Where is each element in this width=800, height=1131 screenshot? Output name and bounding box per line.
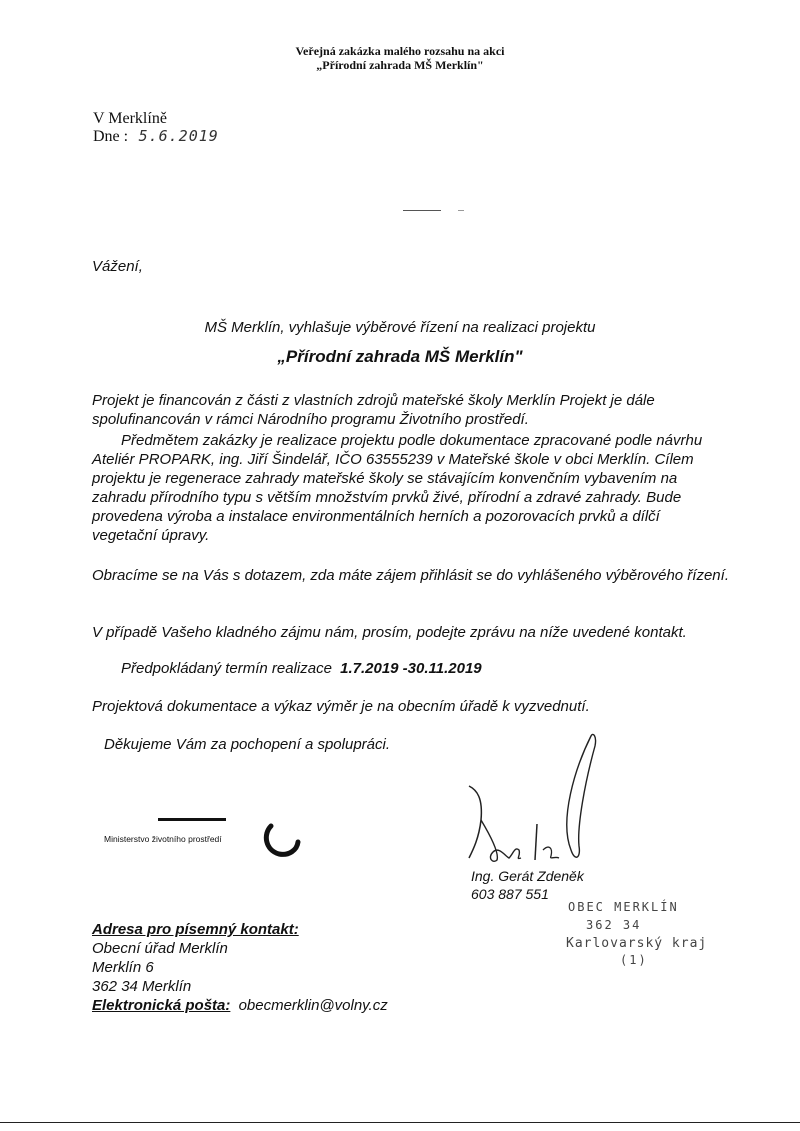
term-value: 1.7.2019 -30.11.2019 (340, 660, 482, 677)
inquiry: Obracíme se na Vás s dotazem, zda máte zájem přihlásit se do vyhlášeného výběrového řízení. (92, 567, 729, 584)
header-line-1: Veřejná zakázka malého rozsahu na akci (295, 44, 505, 58)
date-row (93, 127, 219, 146)
ministry-name: Ministerstvo životního prostředí (104, 834, 222, 844)
paragraph-line: provedena výroba a instalace environmentálních herních a pozorovacích prvků a dílčí (92, 508, 660, 525)
term-row (121, 659, 482, 679)
paragraph-line: projektu je regenerace zahrady mateřské školy se stávajícím konvenčním vybavením na (92, 470, 678, 487)
contact-line: Obecní úřad Merklín (92, 940, 228, 957)
paragraph-line: vegetační úpravy. (92, 527, 210, 544)
scan-mark (458, 210, 464, 211)
contact-line: Merklín 6 (92, 959, 154, 976)
term-label: Předpokládaný termín realizace (121, 660, 332, 677)
email-label: Elektronická pošta: (92, 997, 231, 1014)
paragraph-line: Předmětem zakázky je realizace projektu podle dokumentace zpracované podle návrhu (121, 432, 703, 449)
greeting: Vážení, (92, 258, 143, 275)
contact-heading: Adresa pro písemný kontakt: (92, 921, 299, 938)
date-label: Dne : (93, 128, 129, 145)
paragraph-line: Projekt je financován z části z vlastních zdrojů mateřské školy Merklín Projekt je dále (92, 392, 655, 409)
scan-mark (403, 210, 441, 211)
ministry-logo-bar (158, 818, 226, 821)
announcement: MŠ Merklín, vyhlašuje výběrové řízení na realizaci projektu (204, 319, 596, 336)
official-stamp (560, 900, 710, 967)
signature-icon (455, 728, 620, 878)
date-handwritten: 5.6.2019 (138, 127, 219, 145)
paragraph-line: spolufinancován v rámci Národního programu Životního prostředí. (92, 411, 529, 428)
paragraph-line: zahradu přírodního typu s větším množstvím prvků živé, přírodní a zdravé zahrady. Bude (92, 489, 682, 506)
contact-request: V případě Vašeho kladného zájmu nám, prosím, podejte zprávu na níže uvedené kontakt. (92, 624, 687, 641)
signatory-phone: 603 887 551 (471, 886, 549, 902)
place: V Merklíně (93, 110, 167, 127)
paragraph-line: Ateliér PROPARK, ing. Jiří Šindelář, IČO 63555239 v Mateřské škole v obci Merklín. Cílem (92, 451, 694, 468)
stamp-line: OBEC MERKLÍN (568, 900, 679, 914)
signatory-name: Ing. Gerát Zdeněk (471, 868, 584, 884)
documentation-note: Projektová dokumentace a výkaz výměr je na obecním úřadě k vyzvednutí. (92, 698, 590, 715)
stamp-line: Karlovarský kraj (566, 936, 708, 951)
contact-line: 362 34 Merklín (92, 978, 192, 995)
thanks: Děkujeme Vám za pochopení a spolupráci. (104, 736, 390, 753)
ministry-emblem-icon (262, 822, 302, 858)
stamp-line: 362 34 (586, 918, 642, 932)
scan-edge-line (0, 1122, 800, 1123)
project-title: „Přírodní zahrada MŠ Merklín" (277, 347, 523, 366)
stamp-line: (1) (620, 953, 648, 967)
email-link[interactable]: obecmerklin@volny.cz (238, 997, 388, 1014)
email-row (92, 996, 388, 1016)
header-line-2: „Přírodní zahrada MŠ Merklín" (316, 58, 484, 72)
